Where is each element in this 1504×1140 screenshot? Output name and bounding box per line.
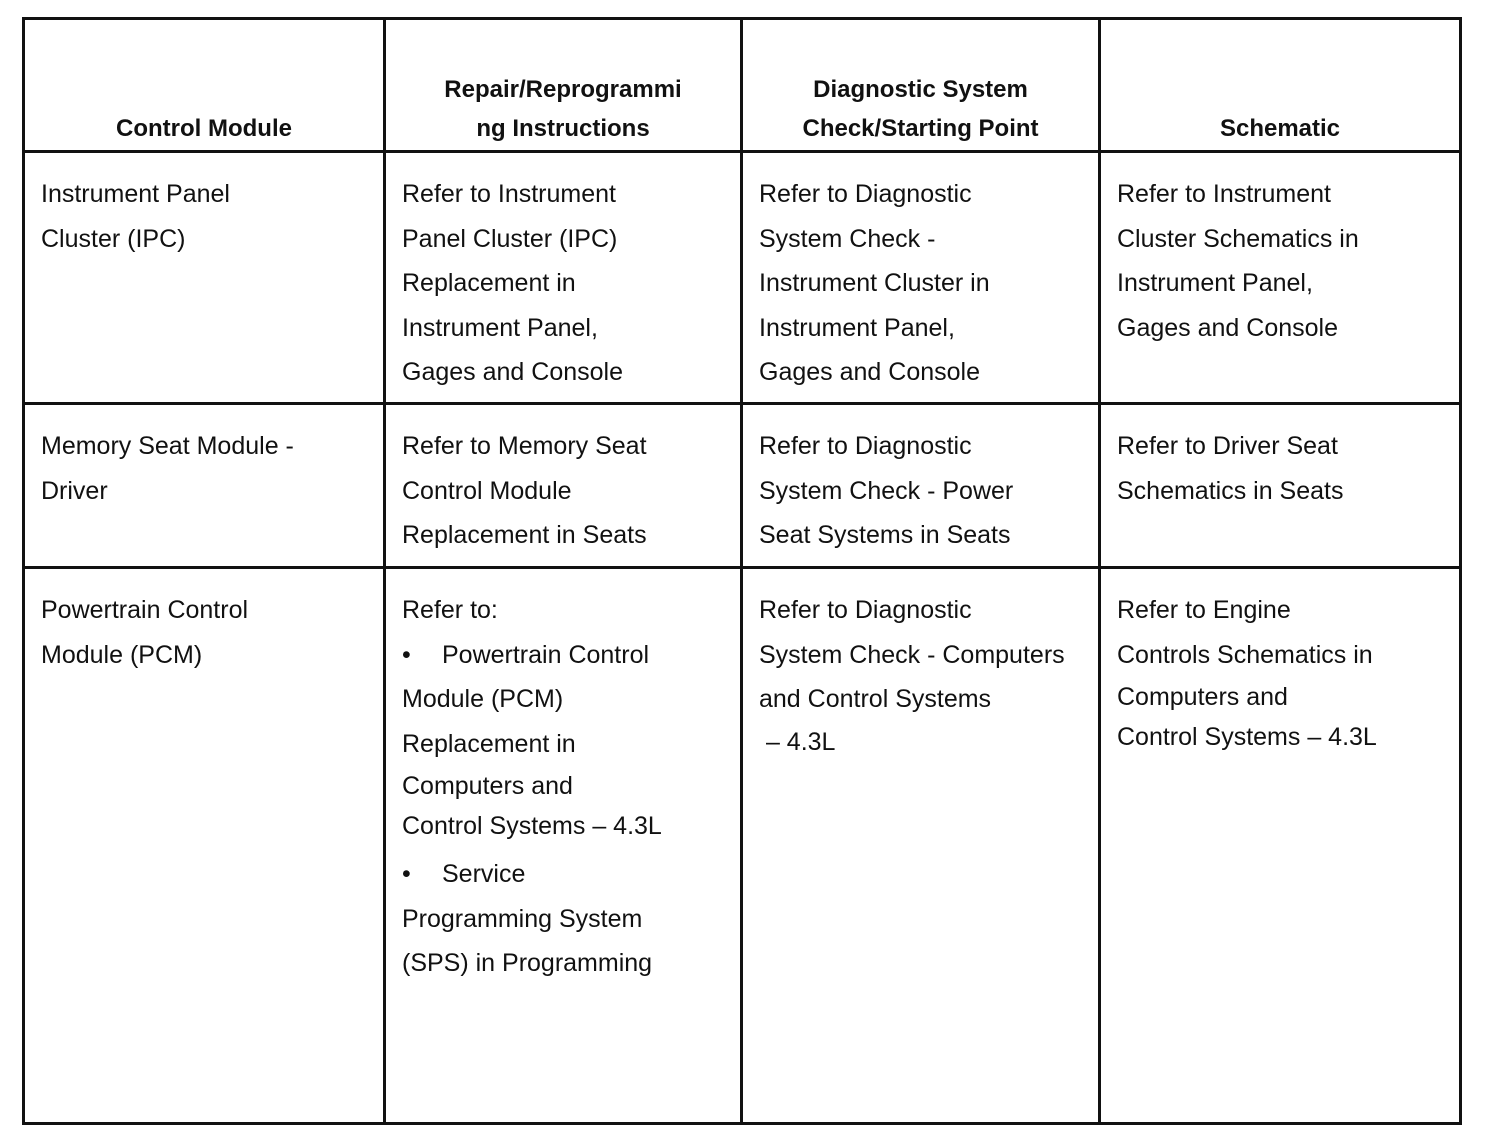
cell-diagnostic: Refer to Diagnostic System Check - Instrument Cluster in Instrument Panel, Gages and Console [742,152,1100,404]
cell-diagnostic: Refer to Diagnostic System Check - Computers and Control Systems – 4.3L [742,568,1100,1124]
list-item: • Powertrain Control [402,633,728,678]
cell-repair: Refer to Instrument Panel Cluster (IPC) Replacement in Instrument Panel, Gages and Console [385,152,742,404]
header-schematic: Schematic [1100,19,1461,152]
list-item: • Service [402,852,728,897]
header-row [24,19,1461,152]
cell-module: Memory Seat Module - Driver [24,404,385,568]
table-row-memory-seat [24,404,1461,568]
cell-repair: Refer to Memory Seat Control Module Replacement in Seats [385,404,742,568]
cell-module: Instrument Panel Cluster (IPC) [24,152,385,404]
bullet-icon: • [402,860,411,888]
header-repair-instructions: Repair/Reprogrammi ng Instructions [385,19,742,152]
table-row-ipc [24,152,1461,404]
table-row-pcm [24,568,1461,1124]
cell-schematic: Refer to Instrument Cluster Schematics in Instrument Panel, Gages and Console [1100,152,1461,404]
cell-repair: Refer to: • Powertrain Control Module (PCM) Replacement in Computers and Control Systems – 4.3L • Service Programming System (SPS) in Programming [385,568,742,1124]
bullet-icon: • [402,640,411,669]
control-module-table [22,17,1462,1125]
header-control-module: Control Module [24,19,385,152]
cell-schematic: Refer to Driver Seat Schematics in Seats [1100,404,1461,568]
header-diagnostic-check: Diagnostic System Check/Starting Point [742,19,1100,152]
cell-diagnostic: Refer to Diagnostic System Check - Power Seat Systems in Seats [742,404,1100,568]
cell-module: Powertrain Control Module (PCM) [24,568,385,1124]
cell-schematic: Refer to Engine Controls Schematics in Computers and Control Systems – 4.3L [1100,568,1461,1124]
